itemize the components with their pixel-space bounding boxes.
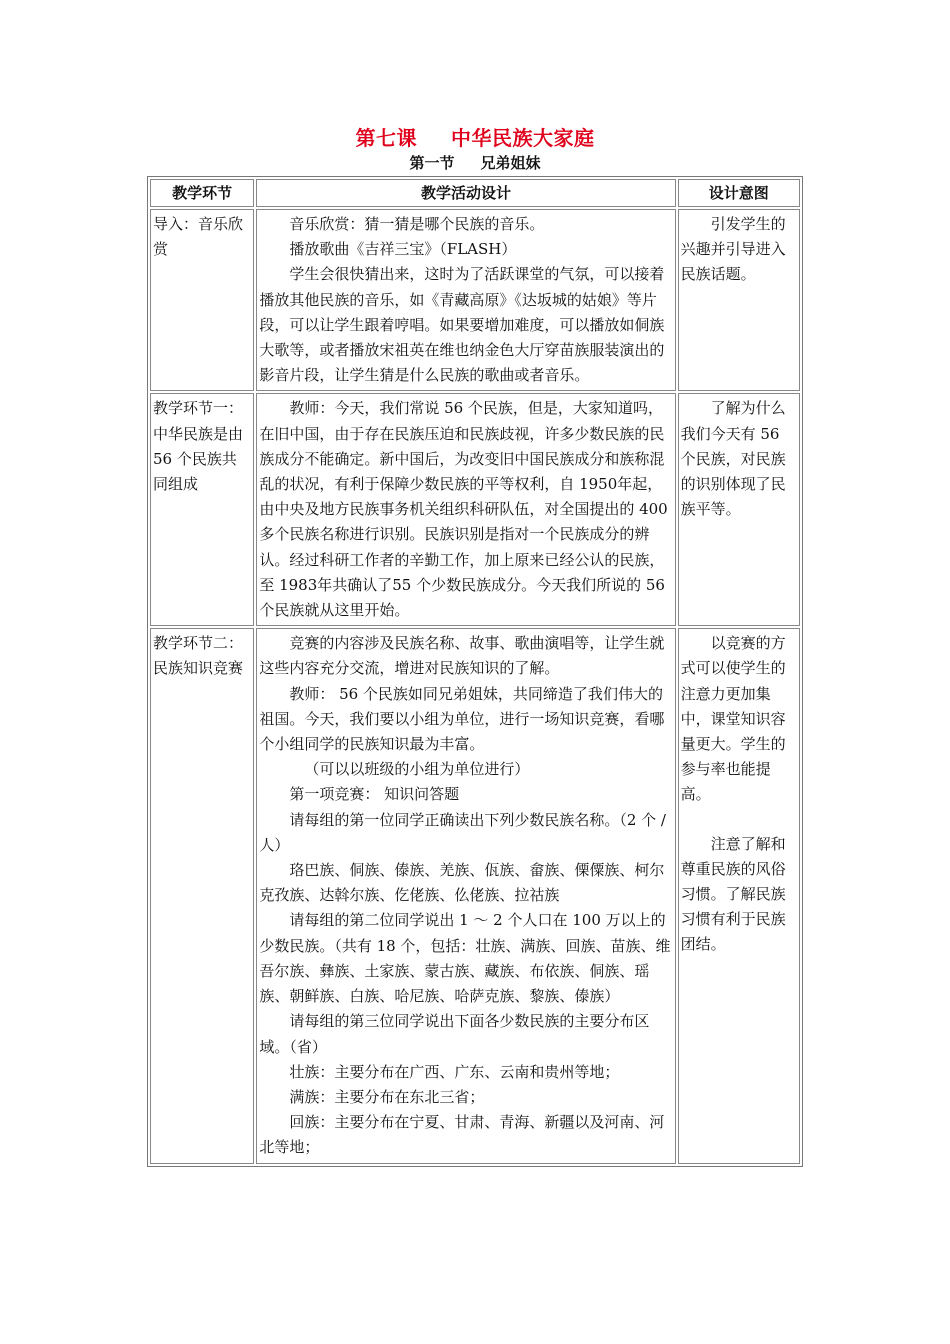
activity-paragraph: 回族：主要分布在宁夏、甘肃、青海、新疆以及河南、河北等地； [259,1113,665,1157]
intent-paragraph: 了解为什么我们今天有 56 个民族，对民族的识别体现了民族平等。 [680,399,786,519]
stage-cell [150,209,254,391]
table-row [150,209,800,391]
intent-cell [678,628,800,1163]
header-stage: 教学环节 [150,179,254,207]
stage-text: 教学环节二：民族知识竞赛 [153,634,244,678]
activity-cell [256,393,675,626]
intent-paragraph: 注意了解和尊重民族的风俗习惯。了解民族习惯有利于民族团结。 [680,834,786,954]
intent-cell [678,209,800,391]
activity-paragraph: 学生会很快猜出来，这时为了活跃课堂的气氛，可以接着播放其他民族的音乐，如《青藏高原》《达坂城的姑娘》等片段，可以让学生跟着哼唱。如果要增加难度，可以播放如侗族大歌等，或者播放宋祖英在维也纳金色大厅穿苗族服装演出的影音片段，让学生猜是什么民族的歌曲或者音乐。 [259,265,665,385]
header-activity: 教学活动设计 [256,179,675,207]
activity-paragraph: 播放歌曲《吉祥三宝》（FLASH） [289,240,517,259]
activity-paragraph: （可以以班级的小组为单位进行） [304,760,530,779]
activity-paragraph: 第一项竞赛： 知识问答题 [289,785,460,804]
section-title [0,152,950,173]
section-number: 第一节 [409,154,455,172]
stage-cell [150,393,254,626]
activity-paragraph: 珞巴族、侗族、傣族、羌族、佤族、畲族、傈僳族、柯尔克孜族、达斡尔族、仡佬族、仫佬族、拉祜族 [259,861,665,905]
intent-cell [678,393,800,626]
activity-paragraph: 音乐欣赏：猜一猜是哪个民族的音乐。 [289,215,545,233]
stage-text: 教学环节一：中华民族是由 56 个民族共同组成 [153,399,244,494]
intent-paragraph: 引发学生的兴趣并引导进入民族话题。 [680,215,786,284]
activity-paragraph: 请每组的第二位同学说出 1 ～ 2 个人口在 100 万以上的少数民族。（共有 18 个，包括：壮族、满族、回族、苗族、维吾尔族、彝族、土家族、蒙古族、藏族、布依族、侗族、瑶族、朝鲜族、白族、哈尼族、哈萨克族、黎族、傣族） [259,911,671,1006]
lesson-name: 中华民族大家庭 [451,126,595,150]
table-row [150,628,800,1163]
lesson-title [0,122,950,151]
lesson-plan-table [147,176,803,1167]
stage-text: 导入：音乐欣赏 [153,215,244,259]
activity-paragraph: 请每组的第一位同学正确读出下列少数民族名称。（2 个 / 人） [259,810,666,854]
activity-paragraph: 教师：今天，我们常说 56 个民族，但是，大家知道吗，在旧中国，由于存在民族压迫和民族歧视，许多少数民族的民族成分不能确定。新中国后，为改变旧中国民族成分和族称混乱的状况，有利于保障少数民族的平等权利，自 1950年起，由中央及地方民族事务机关组织科研队伍，对全国提出的 400 多个民族名称进行识别。民族识别是指对一个民族成分的辨认。经过科研工作者的辛勤工作，加上原来已经公认的民族，至 1983年共确认了55 个少数民族成分。今天我们所说的 56 个民族就从这里开始。 [259,399,668,620]
activity-cell [256,209,675,391]
table-header-row [150,179,800,207]
intent-paragraph: 以竞赛的方式可以使学生的注意力更加集中，课堂知识容量更大。学生的参与率也能提高。 [680,634,786,804]
header-intent: 设计意图 [678,179,800,207]
activity-paragraph: 满族：主要分布在东北三省； [289,1087,485,1106]
activity-cell [256,628,675,1163]
lesson-number: 第七课 [355,126,417,150]
activity-paragraph: 请每组的第三位同学说出下面各少数民族的主要分布区域。（省） [259,1012,650,1056]
stage-cell [150,628,254,1163]
table-row [150,393,800,626]
activity-paragraph: 壮族：主要分布在广西、广东、云南和贵州等地； [289,1062,620,1081]
activity-paragraph: 教师： 56 个民族如同兄弟姐妹，共同缔造了我们伟大的祖国。今天，我们要以小组为单位，进行一场知识竞赛，看哪个小组同学的民族知识最为丰富。 [259,684,665,754]
section-name: 兄弟姐妹 [480,154,541,172]
activity-paragraph: 竞赛的内容涉及民族名称、故事、歌曲演唱等，让学生就这些内容充分交流，增进对民族知识的了解。 [259,634,665,678]
